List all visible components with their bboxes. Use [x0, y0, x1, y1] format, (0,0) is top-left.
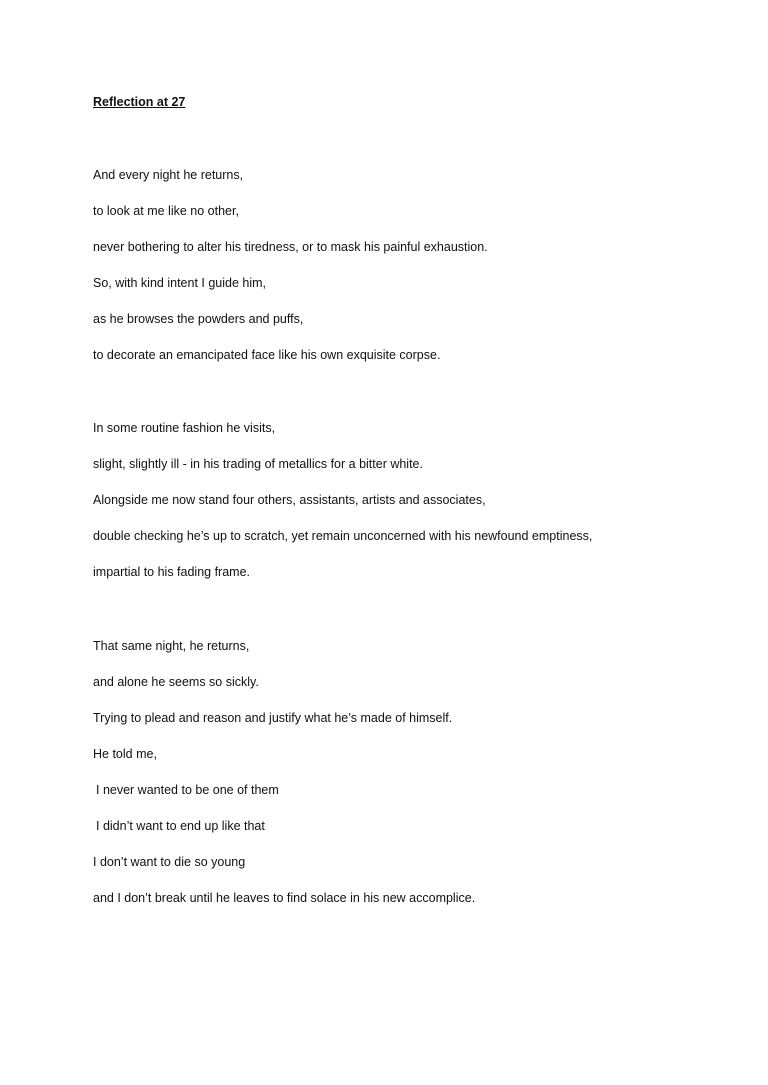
poem-line: So, with kind intent I guide him,: [93, 276, 267, 290]
poem-line: That same night, he returns,: [93, 639, 250, 653]
poem-line: He told me,: [93, 747, 157, 761]
poem-line: impartial to his fading frame.: [93, 565, 251, 579]
poem-line: In some routine fashion he visits,: [93, 421, 276, 435]
poem-line: double checking he’s up to scratch, yet remain unconcerned with his newfound emptiness,: [93, 529, 593, 543]
poem-line: Alongside me now stand four others, assistants, artists and associates,: [93, 493, 486, 507]
poem-line: and I don’t break until he leaves to find solace in his new accomplice.: [93, 891, 476, 905]
poem-line: as he browses the powders and puffs,: [93, 312, 304, 326]
poem-line: I don’t want to die so young: [93, 855, 246, 869]
poem-line: Trying to plead and reason and justify what he’s made of himself.: [93, 711, 453, 725]
poem-line: I never wanted to be one of them: [96, 783, 279, 797]
poem-line: to look at me like no other,: [93, 204, 239, 218]
poem-line: never bothering to alter his tiredness, or to mask his painful exhaustion.: [93, 240, 488, 254]
poem-line: and alone he seems so sickly.: [93, 675, 259, 689]
poem-line: slight, slightly ill - in his trading of metallics for a bitter white.: [93, 457, 423, 471]
poem-line: to decorate an emancipated face like his own exquisite corpse.: [93, 348, 441, 362]
poem-line: I didn’t want to end up like that: [96, 819, 265, 833]
poem-title: Reflection at 27: [93, 95, 186, 109]
poem-line: And every night he returns,: [93, 168, 244, 182]
